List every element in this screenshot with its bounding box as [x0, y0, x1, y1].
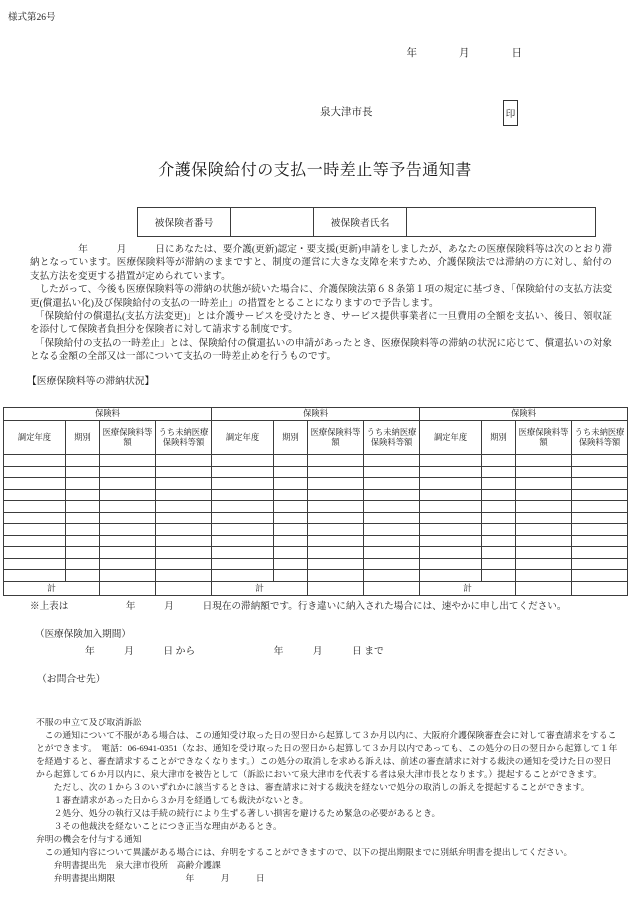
arrears-empty-cell — [100, 524, 156, 536]
arrears-empty-cell — [156, 570, 212, 582]
arrears-empty-cell — [4, 501, 66, 513]
arrears-empty-cell — [156, 558, 212, 570]
arrears-empty-cell — [420, 512, 482, 524]
arrears-empty-cell — [308, 501, 364, 513]
arrears-empty-cell — [308, 466, 364, 478]
arrears-empty-cell — [572, 512, 628, 524]
arrears-empty-row — [4, 501, 628, 513]
arrears-empty-row — [4, 570, 628, 582]
insurance-period-heading: （医療保険加入期間） — [35, 629, 131, 640]
arrears-empty-cell — [482, 489, 516, 501]
arrears-section-heading: 【医療保険料等の滞納状況】 — [27, 376, 155, 387]
body-paragraph-1: 年 月 日にあなたは、要介護(更新)認定・要支援(更新)申請をしましたが、あなたの医療保険料等は次のとおり滞納となっています。医療保険料等が滞納のままですと、制度の運営に大きな支障を来すため、介護保険法では滞納の方に対し、給付の支払方法を変更する措置が定められています。 — [30, 244, 612, 282]
arrears-empty-cell — [66, 512, 100, 524]
arrears-empty-rows — [4, 455, 628, 582]
statement-paragraph: この通知内容について異議がある場合には、弁明をすることができますので、以下の提出期限までに別紙弁明書を提出してください。 — [36, 847, 573, 857]
arrears-empty-row — [4, 535, 628, 547]
arrears-empty-cell — [156, 478, 212, 490]
arrears-empty-cell — [274, 478, 308, 490]
total-label: 計 — [212, 581, 308, 595]
insured-number-label: 被保険者番号 — [138, 208, 231, 237]
arrears-empty-cell — [66, 478, 100, 490]
arrears-empty-cell — [364, 455, 420, 467]
arrears-empty-cell — [516, 501, 572, 513]
arrears-empty-cell — [364, 478, 420, 490]
arrears-empty-cell — [4, 489, 66, 501]
arrears-empty-cell — [274, 466, 308, 478]
arrears-empty-cell — [212, 501, 274, 513]
arrears-empty-cell — [420, 489, 482, 501]
seal-mark: 印 — [505, 110, 516, 120]
arrears-empty-cell — [4, 535, 66, 547]
arrears-empty-cell — [482, 524, 516, 536]
insured-info-table — [137, 207, 596, 237]
arrears-empty-row — [4, 466, 628, 478]
arrears-empty-cell — [572, 535, 628, 547]
arrears-empty-cell — [274, 570, 308, 582]
appeal-item-2: ２処分、処分の執行又は手続の続行により生ずる著しい損害を避けるため緊急の必要があるとき。 — [36, 808, 441, 818]
arrears-empty-cell — [420, 524, 482, 536]
insured-name-value — [407, 208, 596, 237]
arrears-empty-cell — [100, 501, 156, 513]
arrears-empty-cell — [100, 466, 156, 478]
contact-heading: （お問合せ先） — [37, 674, 106, 685]
arrears-empty-cell — [212, 547, 274, 559]
arrears-empty-cell — [482, 570, 516, 582]
arrears-empty-row — [4, 524, 628, 536]
arrears-empty-cell — [420, 478, 482, 490]
arrears-total-row — [4, 581, 628, 595]
col-header-fiscal-year: 調定年度 — [4, 421, 66, 455]
arrears-empty-cell — [156, 466, 212, 478]
arrears-empty-cell — [212, 570, 274, 582]
arrears-empty-cell — [274, 501, 308, 513]
col-header-unpaid-amount: うち未納医療保険料等額 — [364, 421, 420, 455]
group-header-premium-1: 保険料 — [4, 408, 212, 421]
arrears-empty-cell — [516, 478, 572, 490]
arrears-empty-cell — [482, 558, 516, 570]
col-header-unpaid-amount: うち未納医療保険料等額 — [572, 421, 628, 455]
col-header-period: 期別 — [274, 421, 308, 455]
arrears-note: ※上表は 年 月 日現在の滞納額です。行き違いに納入された場合には、速やかに申し出てください。 — [30, 601, 567, 612]
arrears-empty-cell — [100, 512, 156, 524]
arrears-empty-cell — [4, 524, 66, 536]
arrears-empty-cell — [516, 489, 572, 501]
arrears-empty-cell — [274, 558, 308, 570]
appeal-paragraph-1: この通知について不服がある場合は、この通知受け取った日の翌日から起算して３か月以内に、大阪府介護保険審査会に対して審査請求をすることができます。 電話：06-6941-0351（なお、通知を受け取った日の翌日から起算して３か月以内であっても、この処分の日の翌日から起算して１年を経過すると、審査請求することができなくなります。）この処分の取消しを求める訴えは、前述の審査請求に対する裁決の通知を受けた日の翌日から起算して６か月以内に、泉大津市を被告として（訴訟において泉大津市を代表する者は泉大津市長となります。）提起することができます。 — [36, 730, 618, 779]
arrears-column-header-row — [4, 421, 628, 455]
arrears-empty-cell — [308, 478, 364, 490]
total-label: 計 — [4, 581, 100, 595]
insured-row — [138, 208, 596, 237]
arrears-empty-cell — [572, 455, 628, 467]
statement-submit-to: 弁明書提出先 泉大津市役所 高齢介護課 — [36, 860, 221, 870]
col-header-premium-amount: 医療保険料等額 — [100, 421, 156, 455]
arrears-empty-cell — [100, 570, 156, 582]
col-header-period: 期別 — [482, 421, 516, 455]
sender-name: 泉大津市長 — [320, 107, 373, 118]
arrears-empty-cell — [66, 489, 100, 501]
arrears-empty-cell — [156, 455, 212, 467]
arrears-empty-cell — [482, 501, 516, 513]
arrears-empty-cell — [156, 547, 212, 559]
arrears-empty-row — [4, 489, 628, 501]
arrears-empty-cell — [66, 466, 100, 478]
total-premium-cell — [516, 581, 572, 595]
arrears-empty-cell — [156, 535, 212, 547]
arrears-empty-cell — [482, 466, 516, 478]
arrears-empty-cell — [156, 501, 212, 513]
arrears-empty-cell — [420, 570, 482, 582]
arrears-empty-cell — [4, 512, 66, 524]
statement-deadline: 弁明書提出期限 年 月 日 — [36, 873, 265, 883]
seal-box — [503, 100, 518, 126]
arrears-empty-cell — [572, 524, 628, 536]
col-header-fiscal-year: 調定年度 — [212, 421, 274, 455]
arrears-empty-cell — [482, 455, 516, 467]
arrears-empty-cell — [308, 524, 364, 536]
arrears-empty-cell — [156, 489, 212, 501]
arrears-empty-cell — [516, 455, 572, 467]
statement-section-heading: 弁明の機会を付与する通知 — [36, 834, 142, 844]
arrears-empty-cell — [516, 535, 572, 547]
body-paragraph-4: 「保険給付の支払の一時差止」とは、保険給付の償還払いの申請があったとき、医療保険料等の滞納の状況に応じて、償還払いの対象となる金額の全部又は一部について支払の一時差止めを行うものです。 — [30, 337, 612, 363]
total-unpaid-cell — [364, 581, 420, 595]
total-premium-cell — [100, 581, 156, 595]
arrears-empty-cell — [4, 478, 66, 490]
arrears-empty-cell — [516, 570, 572, 582]
arrears-empty-cell — [308, 455, 364, 467]
arrears-empty-cell — [420, 455, 482, 467]
arrears-empty-cell — [308, 547, 364, 559]
arrears-empty-cell — [482, 512, 516, 524]
insured-name-label: 被保険者氏名 — [314, 208, 407, 237]
col-header-premium-amount: 医療保険料等額 — [516, 421, 572, 455]
arrears-empty-row — [4, 558, 628, 570]
arrears-empty-cell — [364, 547, 420, 559]
arrears-empty-cell — [66, 524, 100, 536]
insurance-period-value: 年 月 日 から 年 月 日 まで — [85, 646, 384, 657]
arrears-empty-cell — [516, 524, 572, 536]
arrears-empty-cell — [66, 535, 100, 547]
arrears-empty-cell — [572, 570, 628, 582]
arrears-empty-cell — [420, 535, 482, 547]
arrears-empty-cell — [212, 489, 274, 501]
arrears-empty-cell — [420, 466, 482, 478]
group-header-premium-3: 保険料 — [420, 408, 628, 421]
arrears-empty-cell — [66, 558, 100, 570]
group-header-premium-2: 保険料 — [212, 408, 420, 421]
arrears-empty-cell — [364, 570, 420, 582]
body-text — [30, 243, 612, 364]
arrears-empty-cell — [364, 489, 420, 501]
arrears-empty-cell — [4, 547, 66, 559]
arrears-empty-cell — [212, 535, 274, 547]
arrears-empty-cell — [308, 570, 364, 582]
arrears-group-header-row — [4, 408, 628, 421]
arrears-empty-cell — [482, 535, 516, 547]
col-header-unpaid-amount: うち未納医療保険料等額 — [156, 421, 212, 455]
appeal-item-3: ３その他裁決を経ないことにつき正当な理由があるとき。 — [36, 821, 282, 831]
arrears-empty-cell — [364, 466, 420, 478]
arrears-empty-cell — [212, 512, 274, 524]
arrears-empty-cell — [572, 478, 628, 490]
arrears-empty-cell — [572, 501, 628, 513]
arrears-empty-cell — [364, 524, 420, 536]
arrears-empty-row — [4, 478, 628, 490]
legal-notes — [36, 716, 618, 885]
arrears-empty-cell — [156, 524, 212, 536]
col-header-premium-amount: 医療保険料等額 — [308, 421, 364, 455]
arrears-empty-row — [4, 455, 628, 467]
arrears-empty-cell — [212, 455, 274, 467]
arrears-empty-cell — [212, 558, 274, 570]
arrears-empty-cell — [308, 558, 364, 570]
arrears-empty-cell — [4, 466, 66, 478]
appeal-section-heading: 不服の申立て及び取消訴訟 — [36, 717, 142, 727]
arrears-empty-cell — [572, 489, 628, 501]
arrears-empty-cell — [274, 524, 308, 536]
arrears-empty-cell — [66, 501, 100, 513]
arrears-empty-cell — [420, 547, 482, 559]
arrears-empty-cell — [364, 558, 420, 570]
arrears-empty-cell — [4, 558, 66, 570]
arrears-empty-cell — [482, 478, 516, 490]
arrears-empty-cell — [516, 547, 572, 559]
arrears-empty-cell — [274, 455, 308, 467]
arrears-empty-cell — [516, 466, 572, 478]
arrears-empty-cell — [212, 524, 274, 536]
total-premium-cell — [308, 581, 364, 595]
col-header-fiscal-year: 調定年度 — [420, 421, 482, 455]
total-unpaid-cell — [156, 581, 212, 595]
arrears-empty-cell — [274, 535, 308, 547]
total-label: 計 — [420, 581, 516, 595]
col-header-period: 期別 — [66, 421, 100, 455]
total-unpaid-cell — [572, 581, 628, 595]
appeal-item-1: １審査請求があった日から３か月を経過しても裁決がないとき。 — [36, 795, 309, 805]
arrears-empty-cell — [274, 512, 308, 524]
arrears-empty-row — [4, 512, 628, 524]
arrears-empty-cell — [4, 570, 66, 582]
insured-number-value — [231, 208, 314, 237]
arrears-empty-cell — [100, 455, 156, 467]
page-title: 介護保険給付の支払一時差止等予告通知書 — [158, 162, 472, 179]
arrears-empty-cell — [516, 512, 572, 524]
arrears-empty-cell — [572, 466, 628, 478]
arrears-empty-cell — [212, 466, 274, 478]
arrears-empty-cell — [274, 547, 308, 559]
arrears-empty-cell — [156, 512, 212, 524]
arrears-empty-cell — [100, 478, 156, 490]
arrears-empty-cell — [100, 547, 156, 559]
arrears-empty-cell — [572, 558, 628, 570]
issue-date-line: 年 月 日 — [406, 48, 522, 59]
arrears-empty-cell — [274, 489, 308, 501]
arrears-empty-cell — [308, 489, 364, 501]
arrears-empty-cell — [100, 489, 156, 501]
body-paragraph-3: 「保険給付の償還払(支払方法変更)」とは介護サービスを受けたとき、サービス提供事業者に一旦費用の全額を支払い、後日、領収証を添付して保険者負担分を保険者に対して請求する制度です。 — [30, 311, 612, 336]
form-number: 様式第26号 — [8, 13, 56, 23]
arrears-empty-cell — [100, 535, 156, 547]
arrears-empty-cell — [212, 478, 274, 490]
arrears-empty-cell — [364, 535, 420, 547]
arrears-empty-cell — [420, 501, 482, 513]
body-paragraph-2: したがって、今後も医療保険料等の滞納の状態が続いた場合に、介護保険法第６８条第１項の規定に基づき、「保険給付の支払方法変更(償還払い化)及び保険給付の支払の一時差止」の措置をとることになりますので予告します。 — [30, 284, 612, 309]
arrears-empty-cell — [420, 558, 482, 570]
arrears-empty-cell — [516, 558, 572, 570]
arrears-empty-cell — [100, 558, 156, 570]
arrears-empty-cell — [364, 501, 420, 513]
arrears-empty-cell — [364, 512, 420, 524]
arrears-empty-cell — [4, 455, 66, 467]
arrears-empty-row — [4, 547, 628, 559]
arrears-empty-cell — [66, 455, 100, 467]
arrears-empty-cell — [572, 547, 628, 559]
arrears-empty-cell — [66, 547, 100, 559]
arrears-empty-cell — [482, 547, 516, 559]
arrears-empty-cell — [308, 535, 364, 547]
appeal-paragraph-2: ただし、次の１から３のいずれかに該当するときは、審査請求に対する裁決を経ないで処分の取消しの訴えを提起することができます。 — [36, 782, 590, 792]
arrears-empty-cell — [66, 570, 100, 582]
arrears-table — [3, 407, 628, 596]
arrears-empty-cell — [308, 512, 364, 524]
